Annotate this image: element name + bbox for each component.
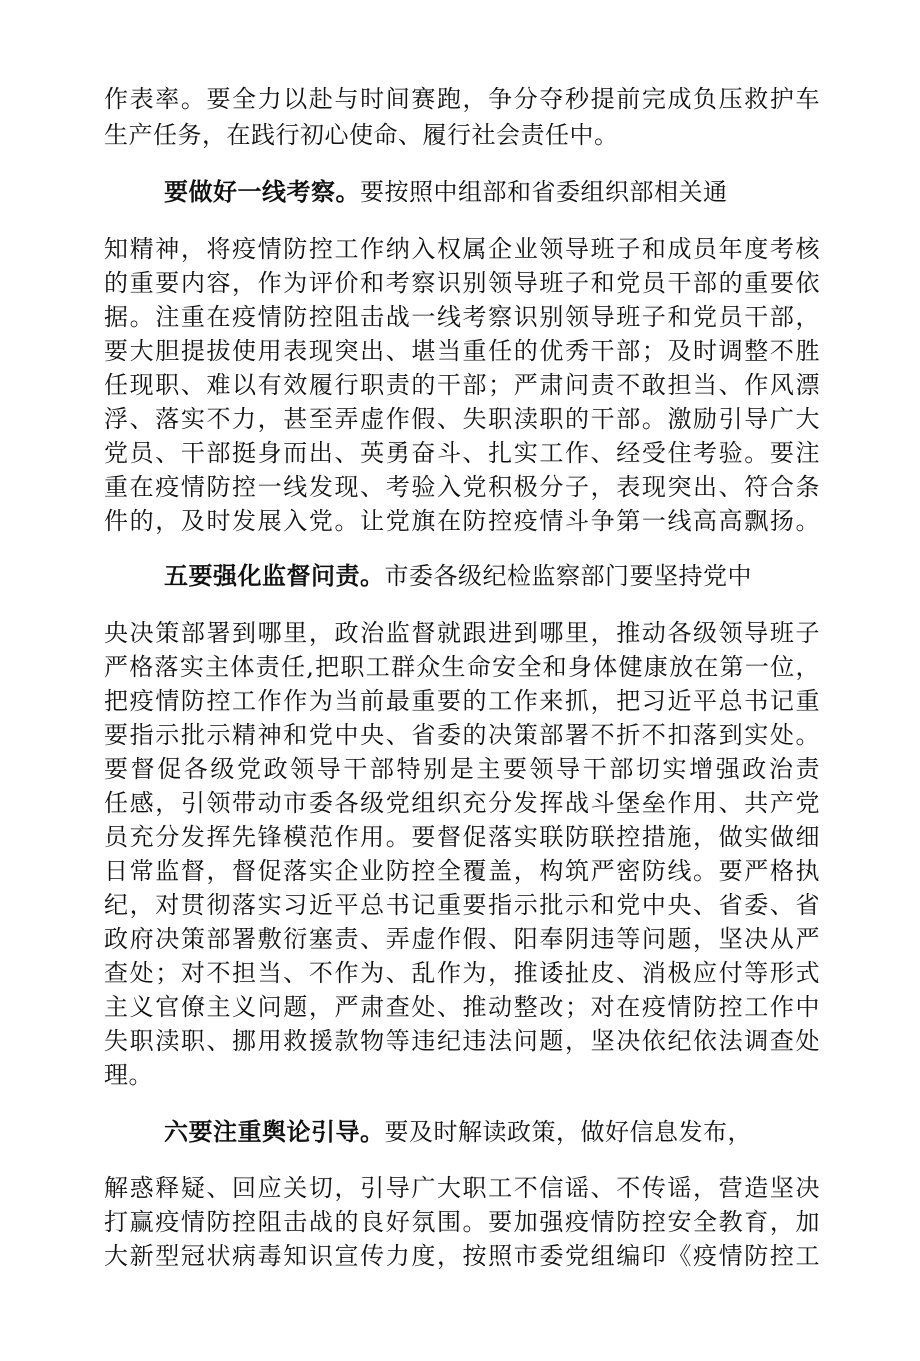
text-line: 重在疫情防控一线发现、考验入党积极分子，表现突出、符合条 (104, 473, 820, 501)
text-line: 要大胆提拔使用表现突出、堪当重任的优秀干部；及时调整不胜 (104, 337, 820, 365)
text-line: 要督促各级党政领导干部特别是主要领导干部切实增强政治责 (104, 755, 820, 783)
text-line: 失职渎职、挪用救援款物等违纪违法问题，坚决依纪依法调查处 (104, 1027, 820, 1055)
text-line: 纪，对贯彻落实习近平总书记重要指示批示和党中央、省委、省 (104, 891, 820, 919)
text-line: 党员、干部挺身而出、英勇奋斗、扎实工作、经受住考验。要注 (104, 439, 820, 467)
text-line: 解惑释疑、回应关切，引导广大职工不信谣、不传谣，营造坚决 (104, 1174, 820, 1202)
section-heading-line (164, 1117, 814, 1147)
text-line: 件的，及时发展入党。让党旗在防控疫情斗争第一线高高飘扬。 (104, 507, 820, 535)
text-line: 日常监督，督促落实企业防控全覆盖，构筑严密防线。要严格执 (104, 857, 820, 885)
text-line: 员充分发挥先锋模范作用。要督促落实联防联控措施，做实做细 (104, 823, 820, 851)
text-line: 理。 (104, 1061, 153, 1089)
section-heading-line (164, 561, 814, 591)
text-line: 浮、落实不力，甚至弄虚作假、失职渎职的干部。激励引导广大 (104, 405, 820, 433)
text-line: 央决策部署到哪里，政治监督就跟进到哪里，推动各级领导班子 (104, 619, 820, 647)
text-line: 大新型冠状病毒知识宣传力度，按照市委党组编印《疫情防控工 (104, 1242, 820, 1270)
text-line: 知精神，将疫情防控工作纳入权属企业领导班子和成员年度考核 (104, 235, 820, 263)
section-heading: 要做好一线考察。 (164, 177, 360, 206)
heading-text: 要按照中组部和省委组织部相关通 (360, 178, 728, 206)
text-line: 任感，引领带动市委各级党组织充分发挥战斗堡垒作用、共产党 (104, 789, 820, 817)
text-line: 任现职、难以有效履行职责的干部；严肃问责不敢担当、作风漂 (104, 371, 820, 399)
text-line: 政府决策部署敷衍塞责、弄虚作假、阳奉阴违等问题，坚决从严 (104, 925, 820, 953)
section-heading-line (164, 177, 814, 207)
section-heading: 五要强化监督问责。 (164, 561, 385, 590)
text-line: 把疫情防控工作作为当前最重要的工作来抓，把习近平总书记重 (104, 687, 820, 715)
text-line: 作表率。要全力以赴与时间赛跑，争分夺秒提前完成负压救护车 (104, 85, 820, 113)
heading-text: 市委各级纪检监察部门要坚持党中 (384, 562, 752, 590)
text-line: 严格落实主体责任,把职工群众生命安全和身体健康放在第一位， (104, 653, 820, 681)
text-line: 生产任务，在践行初心使命、履行社会责任中。 (104, 121, 619, 149)
heading-text: 要及时解读政策，做好信息发布， (384, 1118, 752, 1146)
text-line: 主义官僚主义问题，严肃查处、推动整改；对在疫情防控工作中 (104, 993, 820, 1021)
text-line: 查处；对不担当、不作为、乱作为，推诿扯皮、消极应付等形式 (104, 959, 820, 987)
text-line: 要指示批示精神和党中央、省委的决策部署不折不扣落到实处。 (104, 721, 820, 749)
text-line: 据。注重在疫情防控阻击战一线考察识别领导班子和党员干部， (104, 303, 820, 331)
section-heading: 六要注重舆论引导。 (164, 1117, 385, 1146)
text-line: 打赢疫情防控阻击战的良好氛围。要加强疫情防控安全教育，加 (104, 1208, 820, 1236)
text-line: 的重要内容，作为评价和考察识别领导班子和党员干部的重要依 (104, 269, 820, 297)
